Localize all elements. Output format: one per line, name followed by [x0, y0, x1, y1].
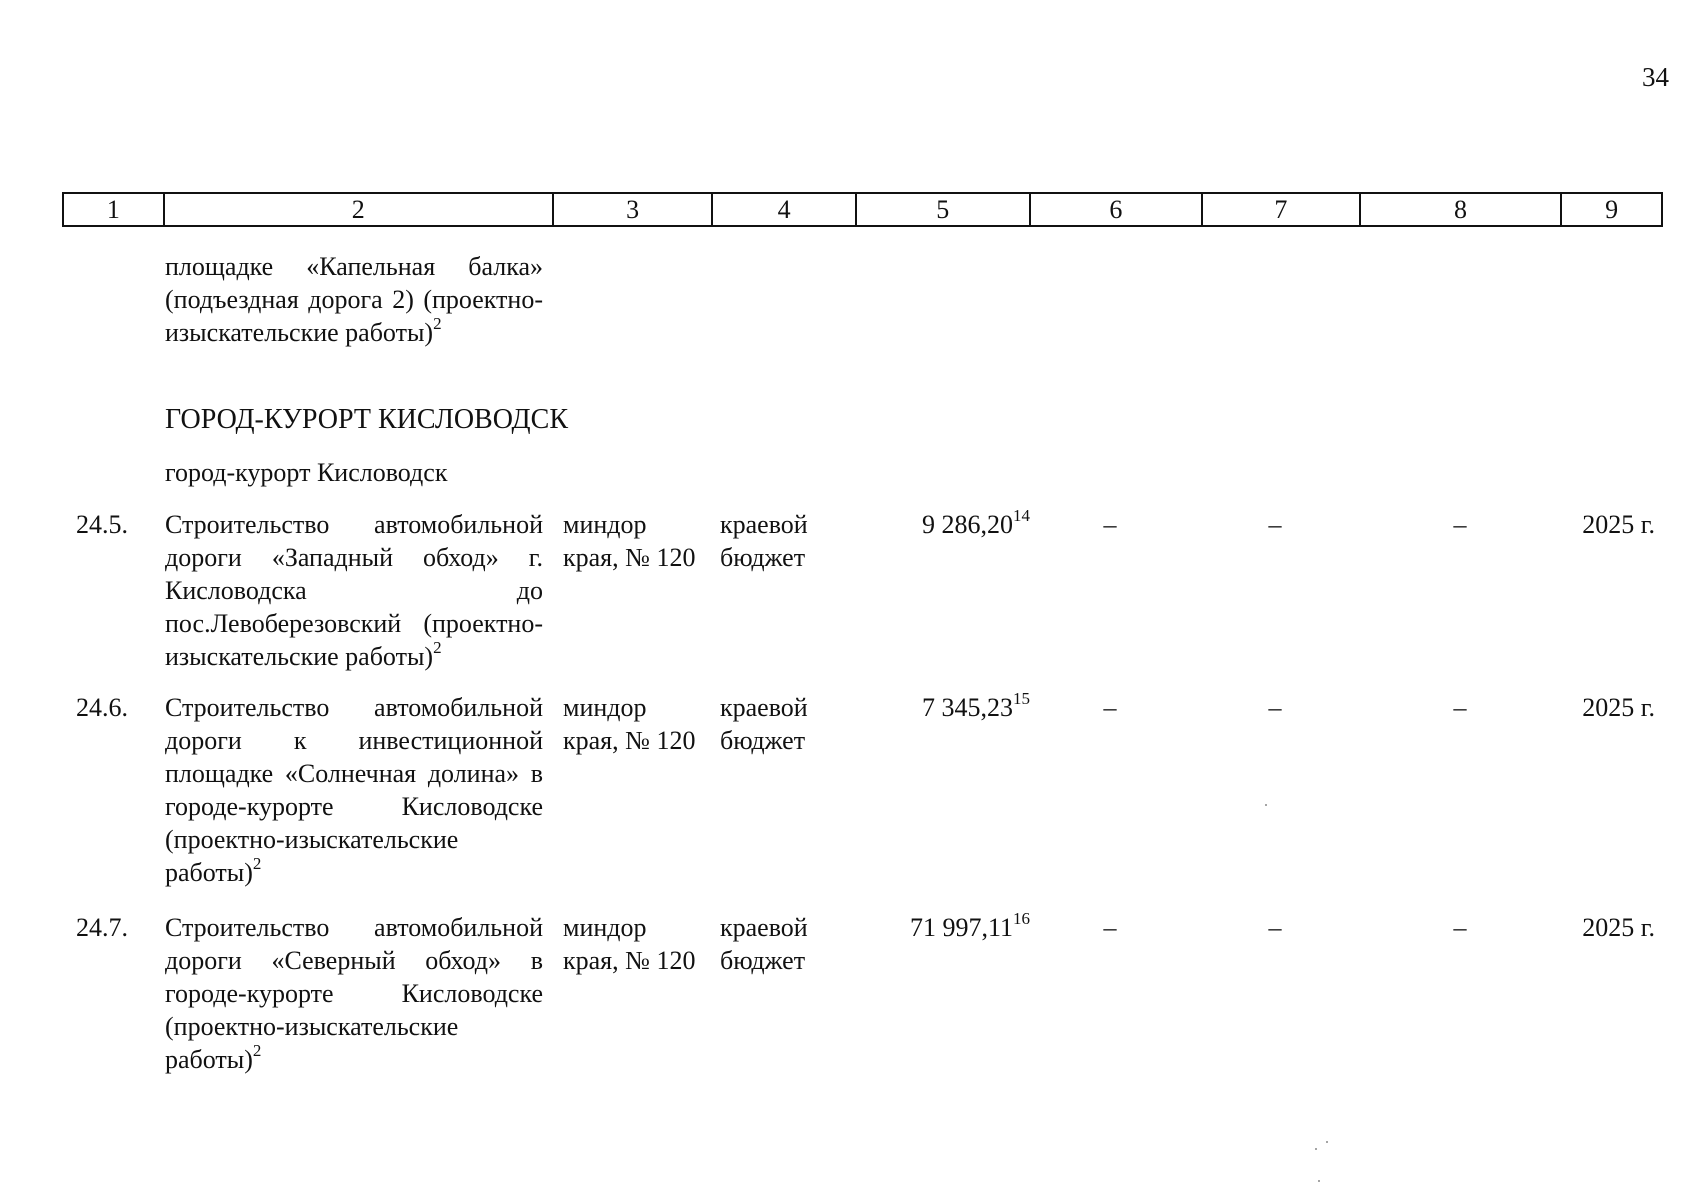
- header-col-2: 2: [165, 194, 554, 225]
- header-col-7: 7: [1203, 194, 1361, 225]
- row-amount: 9 286,20: [922, 510, 1013, 539]
- row-name-cell: [165, 508, 543, 673]
- header-col-5: 5: [857, 194, 1031, 225]
- row-executor-line1: миндор: [563, 510, 647, 539]
- row-name-cell: [165, 691, 543, 889]
- row-number: 24.5.: [76, 510, 128, 539]
- header-col-9: 9: [1605, 195, 1619, 224]
- continuation-cell: [165, 250, 543, 349]
- row-name-cell: [165, 911, 543, 1076]
- row-year: 2025 г.: [1582, 913, 1655, 942]
- row-name: Строительство автомобильной дороги к инвестиционной площадке «Солнечная долина» в городе-курорте Кисловодске (проектно-изыскательские работы): [165, 693, 543, 887]
- header-col-6: 6: [1031, 194, 1204, 225]
- row-executor-line2: края, № 120: [563, 543, 696, 572]
- footnote-ref: 15: [1013, 689, 1030, 709]
- header-col-4: 4: [713, 194, 857, 225]
- row-col8: –: [1453, 693, 1467, 722]
- row-name: Строительство автомобильной дороги «Северный обход» в городе-курорте Кисловодске (проектно-изыскательские работы): [165, 913, 543, 1074]
- row-amount-cell: [860, 911, 1030, 944]
- footnote-ref: 2: [433, 314, 442, 334]
- row-executor-line1: миндор: [563, 693, 647, 722]
- footnote-ref: 2: [433, 638, 442, 658]
- row-source-line1: краевой: [720, 693, 808, 722]
- row-number: 24.6.: [76, 693, 128, 722]
- row-amount-cell: [860, 691, 1030, 724]
- footnote-ref: 2: [252, 854, 262, 874]
- footnote-ref: 2: [252, 1041, 262, 1061]
- scan-speck: [1315, 1148, 1317, 1150]
- row-executor-line2: края, № 120: [563, 726, 696, 755]
- row-executor-line2: края, № 120: [563, 946, 696, 975]
- footnote-ref: 16: [1013, 909, 1030, 929]
- row-col8: –: [1453, 913, 1467, 942]
- row-source-line1: краевой: [720, 913, 808, 942]
- row-amount: 71 997,11: [909, 913, 1013, 942]
- row-col7: –: [1268, 913, 1282, 942]
- row-name: Строительство автомобильной дороги «Западный обход» г. Кисловодска до пос.Левоберезовский (проектно-изыскательские работы): [165, 510, 543, 671]
- subsection-title: город-курорт Кисловодск: [165, 458, 448, 487]
- row-source-line2: бюджет: [720, 726, 806, 755]
- row-year: 2025 г.: [1582, 693, 1655, 722]
- row-col7: –: [1268, 510, 1282, 539]
- row-source-line1: краевой: [720, 510, 808, 539]
- section-title: ГОРОД-КУРОРТ КИСЛОВОДСК: [165, 404, 569, 435]
- header-col-1: 1: [64, 194, 165, 225]
- continuation-text: площадке «Капельная балка» (подъездная дорога 2) (проектно-изыскательские работы): [165, 252, 543, 347]
- row-amount-cell: [860, 508, 1030, 541]
- scan-speck: [1265, 804, 1267, 806]
- row-number: 24.7.: [76, 913, 128, 942]
- row-source-line2: бюджет: [720, 543, 806, 572]
- row-col6: –: [1103, 510, 1117, 539]
- scan-speck: [1318, 1180, 1320, 1182]
- header-col-3: 3: [554, 194, 714, 225]
- page-number: 34: [1642, 62, 1669, 92]
- row-year: 2025 г.: [1582, 510, 1655, 539]
- table-header-row: [62, 192, 1663, 227]
- row-col6: –: [1103, 913, 1117, 942]
- row-amount: 7 345,23: [922, 693, 1013, 722]
- row-col8: –: [1453, 510, 1467, 539]
- footnote-ref: 14: [1013, 506, 1030, 526]
- row-col7: –: [1268, 693, 1282, 722]
- row-col6: –: [1103, 693, 1117, 722]
- row-executor-line1: миндор: [563, 913, 647, 942]
- scan-speck: [1326, 1141, 1328, 1143]
- header-col-8: 8: [1361, 194, 1563, 225]
- row-source-line2: бюджет: [720, 946, 806, 975]
